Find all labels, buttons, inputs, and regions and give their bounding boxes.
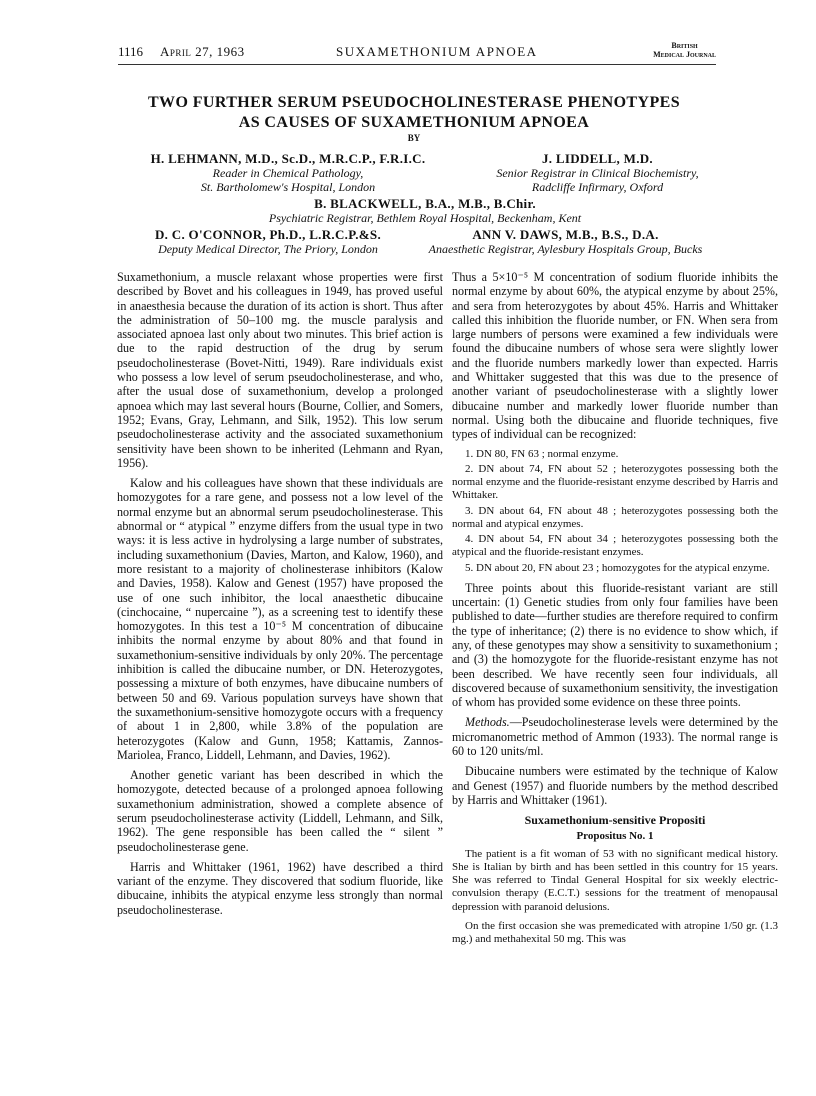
body-paragraph: Three points about this fluoride-resistant variant are still uncertain: (1) Genetic studies from only four families have been published to date—further studies are therefore required to confirm the type of inheritance; (2) there is no evidence to show which, if any, of these genotypes may show a sensitivity to suxamethonium ; and (3) the homozygote for the fluoride-resistant enzyme has not been described. We have recently seen four individuals, all discovered because of suxamethonium sensitivity, the investigation of whom has provided some evidence on these three points. — [452, 580, 778, 710]
body-paragraph: Harris and Whittaker (1961, 1962) have described a third variant of the enzyme. They discovered that sodium fluoride, like dibucaine, inhibits the atypical enzyme less strongly than normal pseudocholinesterase. — [117, 859, 443, 917]
sub-heading: Propositus No. 1 — [576, 830, 654, 843]
author-block: H. LEHMANN, M.D., Sc.D., M.R.C.P., F.R.I.C. Reader in Chemical Pathology, St. Bartholomew's Hospital, London — [150, 151, 426, 194]
byline-by: BY — [407, 133, 421, 143]
list-item: 2. DN about 74, FN about 52 ; heterozygotes possessing both the normal enzyme and the fluoride-resistant enzyme described by Harris and Whittaker. — [452, 463, 778, 501]
body-paragraph: Another genetic variant has been described in which the homozygote, detected because of a prolonged apnoea following suxamethonium administration, showed a complete absence of serum pseudocholinesterase activity (Liddell, Lehmann, and Silk, 1962). The gene responsible has been called the “ silent ” pseudocholinesterase gene. — [117, 768, 443, 854]
list-item: 3. DN about 64, FN about 48 ; heterozygotes possessing both the normal and atypical enzymes. — [452, 504, 778, 530]
header-rule — [118, 64, 716, 65]
list-item: 1. DN 80, FN 63 ; normal enzyme. — [465, 447, 619, 460]
methods-label: Methods. — [465, 715, 510, 730]
list-item: 4. DN about 54, FN about 34 ; heterozygotes possessing both the atypical and the fluoride-resistant enzymes. — [452, 533, 778, 559]
author-block: B. BLACKWELL, B.A., M.B., B.Chir. Psychiatric Registrar, Bethlem Royal Hospital, Beckenham, Kent — [268, 196, 582, 225]
phenotype-list — [452, 448, 778, 575]
author-block: J. LIDDELL, M.D. Senior Registrar in Clinical Biochemistry, Radcliffe Infirmary, Oxford — [496, 151, 699, 194]
article-title: TWO FURTHER SERUM PSEUDOCHOLINESTERASE PHENOTYPES AS CAUSES OF SUXAMETHONIUM APNOEA — [147, 94, 680, 131]
body-paragraph: Dibucaine numbers were estimated by the technique of Kalow and Genest (1957) and fluoride numbers by the method described by Harris and Whittaker (1961). — [452, 764, 778, 807]
body-paragraph: Thus a 5×10⁻⁵ M concentration of sodium fluoride inhibits the normal enzyme by about 60%, the atypical enzyme by about 25%, and sera from heterozygotes by about 45%. Harris and Whittaker called this inhibition the fluoride number, or FN. When sera from large numbers of persons were examined a few individuals were found the dibucaine numbers of whose sera were slightly lower and the fluoride numbers markedly lower than expected. Harris and Whittaker suggested that this was due to the presence of another variant of pseudocholinesterase with a slightly lower dibucaine number and markedly lower fluoride number than normal. Using both the dibucaine and fluoride techniques, five types of individual can be recognized: — [452, 270, 778, 442]
body-paragraph: The patient is a fit woman of 53 with no significant medical history. She is Italian by birth and has been settled in this country for 15 years. She was referred to Tindal General Hospital for six weekly electric-convulsion therapy (E.C.T.) sessions for the treatment of menopausal depression with paranoid delusions. — [452, 847, 778, 913]
issue-date: April 27, 1963 — [160, 44, 245, 59]
methods-paragraph — [452, 715, 778, 758]
body-paragraph: Kalow and his colleagues have shown that these individuals are homozygotes for a rare gene, and possess not a low level of the normal enzyme but an abnormal serum pseudocholinesterase. This abnormal or “ atypical ” enzyme differs from the usual type in two ways: it is less active in hydrolysing a large number of substrates, including suxamethonium (Davies, Marton, and Kalow, 1960), and more resistant to a majority of cholinesterase inhibitors (Kalow and Davies, 1958). Kalow and Genest (1957) have proposed the use of one such inhibitor, the local anaesthetic dibucaine (cinchocaine, “ nupercaine ”), as a screening test to identify these homozygotes. In this test a 10⁻⁵ M concentration of dibucaine inhibits the normal enzyme by about 80% and that found in suxamethonium-sensitive individuals by only 20%. The percentage inhibition is called the dibucaine number, or DN. Heterozygotes, possessing a mixture of both enzymes, have dibucaine numbers of between 50 and 69. Various population surveys have shown that the suxamethonium-sensitive homozygote occurs with a frequency of about 1 in 2,800, while 3.8% of the population are heterozygotes (Kalow and Gunn, 1958; Kattamis, Zannos-Mariolea, Franco, Liddell, Lehmann, and Davies, 1962). — [117, 476, 443, 762]
page-header — [118, 38, 716, 62]
body-paragraph: Suxamethonium, a muscle relaxant whose properties were first described by Bovet and his colleagues in 1949, has proved useful in anaesthesia because the duration of its action is short. Thus after the administration of 50–100 mg. the muscle paralysis and associated apnoea last only about two minutes. This brief action is due to the rapid destruction of the drug by serum pseudocholinesterase (Bovet-Nitti, 1949). Rare individuals exist who possess a low level of serum pseudocholinesterase, and who, after the usual dose of suxamethonium, develop a prolonged apnoea which may last several hours (Bourne, Collier, and Somers, 1952; Evans, Gray, Lehmann, and Silk, 1952). This low serum pseudocholinesterase activity and the associated suxamethonium sensitivity have been shown to be inherited (Lehmann and Ryan, 1956). — [117, 270, 443, 470]
author-block: ANN V. DAWS, M.B., B.S., D.A. Anaesthetic Registrar, Aylesbury Hospitals Group, Bucks — [428, 227, 703, 256]
list-item: 5. DN about 20, FN about 23 ; homozygotes for the atypical enzyme. — [465, 561, 770, 574]
body-paragraph: On the first occasion she was premedicated with atropine 1/50 gr. (1.3 mg.) and methahexital 50 mg. This was — [452, 919, 778, 945]
methods-text: —Pseudocholinesterase levels were determined by the micromanometric method of Ammon (1933). The normal range is 60 to 120 units/ml. — [452, 715, 778, 758]
right-column — [452, 270, 778, 952]
journal-name: British Medical Journal — [653, 41, 716, 59]
page-number: 1116 — [118, 44, 144, 59]
author-block: D. C. O'CONNOR, Ph.D., L.R.C.P.&S. Deputy Medical Director, The Priory, London — [154, 227, 382, 256]
running-title: SUXAMETHONIUM APNOEA — [336, 44, 538, 59]
left-column — [117, 270, 443, 923]
section-heading: Suxamethonium-sensitive Propositi — [524, 813, 706, 828]
